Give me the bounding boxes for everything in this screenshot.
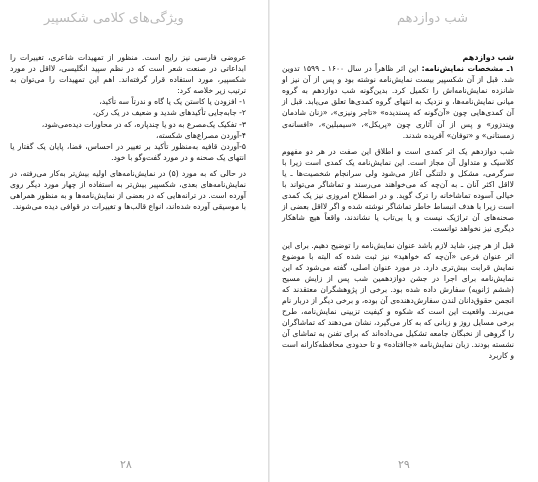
page-number-left: ۲۸ bbox=[120, 458, 132, 471]
running-head-left: ویژگی‌های کلامی شکسپیر bbox=[44, 11, 184, 26]
list-item: ۳- تفکیک یک‌مصرع به دو یا چندپاره، که در محاورات دیده‌می‌شود، bbox=[41, 119, 246, 129]
left-page-body bbox=[10, 52, 246, 212]
right-page bbox=[270, 0, 538, 482]
paragraph: قبل از هر چیز، شاید لازم باشد عنوان نمایش‌نامه را توضیح دهیم. برای این اثر عنوان فرعی «آن‌چه که خواهید» نیز ثبت شده که البته با موضوع نمایش قرابت بیش‌تری دارد. در مورد عنوان اصلی، گفته می‌شود که این نمایش‌نامه برای اجرا در جشن دوازدهمین شب پس از زایش مسیح (ششم ژانویه) سفارش داده شده بود. برخی از پژوهشگران معتقدند که انجمن حقوق‌دانان لندن سفارش‌دهنده‌ی آن بوده، و برخی دیگر از دربار نام می‌برند. واقعیت این است که شکوه و کیفیت تزیینی نمایش‌نامه، طرح برخی مسایل روز و زبانی که به کار می‌گیرد، نشان می‌دهند که تماشاگران را گروهی از نخبگان جامعه تشکیل می‌داده‌اند که برای تفنن به تماشای آن نشسته بودند. زبان نمایش‌نامه «جاافتاده» و تا حدودی محافظه‌کارانه است و کاربرد bbox=[282, 240, 514, 361]
left-page bbox=[0, 0, 268, 482]
paragraph: شب دوازدهم یک اثر کمدی است و اطلاق این صفت در هر دو مفهوم کلاسیک و متداول آن مجاز است. این نمایش‌نامه یک کمدی است زیرا با سرگرمی، مشکل و دلتنگی آغاز می‌شود ولی سرانجام شخصیت‌ها ـ یا لااقل اکثر آنان ـ به آن‌چه که می‌خواهند می‌رسند و تماشاگر می‌تواند با خیالی آسوده تماشاخانه را ترک گوید. و در اصطلاح امروزی نیز یک کمدی است زیرا با هدف انبساط خاطر تماشاگر نوشته شده و اگر لااقل بعضی از صحنه‌های آن تراژیک نیست و یا بی‌تاب یا نشاندند، واقعاً هیچ شاهکار دیگری نیز نخواهد توانست. bbox=[282, 146, 514, 234]
paragraph: در حالی که به مورد (۵) در نمایش‌نامه‌های اولیه بیش‌تر به‌کار می‌رفته، در نمایش‌نامه‌های بعدی، شکسپیر بیش‌تر به استفاده از چهار مورد دیگر روی آورده است. در ترانه‌هایی که در بعضی از نمایش‌نامه‌ها و به منظور همراهی با موسیقی آورده شده‌اند، انواع قالب‌ها و تغییرات در قوافی دیده‌ می‌شوند. bbox=[10, 168, 246, 212]
item-text: این اثر ظاهراً در سال ۱۶۰۰ ـ ۱۵۹۹ تدوین شد. قبل از آن شکسپیر بیست نمایش‌نامه نوشته بود و پس از آن نیز او شانزده نمایش‌نامه‌اش را تکمیل کرد. بدین‌گونه شب دوازدهم به گروه میانی نمایش‌نامه‌ها، و نزدیک به انتهای گروه کمدی‌ها تعلق می‌یابد. قبل از آن کمدی‌هایی چون «آن‌گونه که پسندیده» «تاجر ونیزی»، «زنان شادمان ویندزور» و پس از آن آثاری چون «پریکل»، «سیمبلین»، «افسانه‌ی زمستانی» و «توفان» آفریده شدند. bbox=[282, 64, 514, 140]
list-item: ۴-آوردن مصراع‌های شکسته، bbox=[156, 130, 246, 140]
list-item: ۵-آوردن قافیه به‌منظور تأکید بر تغییر در احساس، فضا، پایان یک گفتار یا انتهای یک صحنه و در مورد گفت‌وگو با خود. bbox=[10, 141, 246, 162]
running-head-right: شب دوازدهم bbox=[396, 11, 468, 26]
paragraph bbox=[282, 63, 514, 141]
page-number-right: ۲۹ bbox=[398, 458, 410, 471]
list-item: ۱- افزودن یا کاستن یک یا گاه و ندرتاً سه تأکید، bbox=[99, 97, 246, 107]
item-label: ۱ـ مشخصات نمایش‌نامه: bbox=[421, 64, 514, 74]
paragraph-intro: عروضی فارسی نیز رایج است. منظور از تمهیدات شاعری، تغییرات را ابداعاتی در صنعت شعر است که در نظم سپید انگلیسی، لااقل در مورد شکسپیر، مورد استفاده قرار گرفته‌اند. اهم این تمهیدات را می‌توان به ترتیب زیر خلاصه کرد: bbox=[10, 53, 246, 96]
section-title: شب دوازدهم bbox=[462, 53, 514, 62]
right-page-body bbox=[282, 52, 514, 362]
list-item: ۲- جابه‌جایی تأکیدهای شدید و ضعیف در یک رکن، bbox=[92, 108, 246, 118]
